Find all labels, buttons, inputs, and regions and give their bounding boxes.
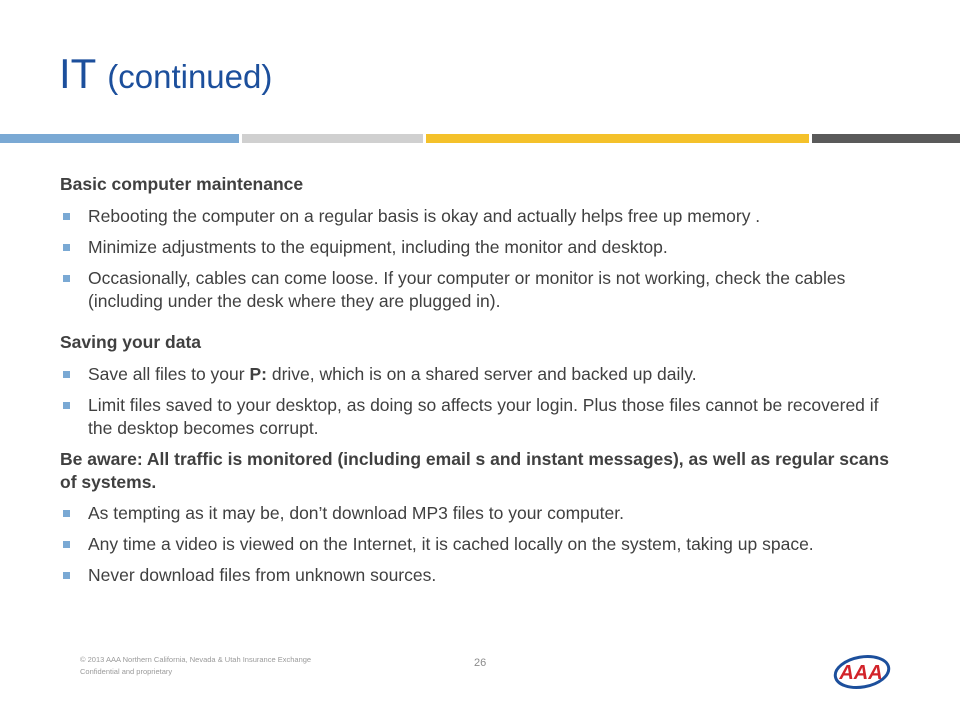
square-bullet-icon (63, 371, 70, 378)
maintenance-list (60, 205, 900, 313)
footer-copyright (80, 654, 311, 678)
aaa-logo-icon (832, 650, 892, 692)
list-item (60, 267, 900, 313)
list-item-text (88, 364, 697, 384)
list-item (60, 363, 900, 386)
copyright-line: © 2013 AAA Northern California, Nevada & Utah Insurance Exchange (80, 655, 312, 664)
saving-list (60, 363, 900, 440)
list-item (60, 236, 900, 259)
text-segment: Save all files to your (88, 364, 250, 384)
accent-bar-blue (0, 134, 239, 143)
slide-title (59, 48, 272, 103)
page-number: 26 (474, 657, 487, 669)
list-item (60, 205, 900, 228)
confidential-line: Confidential and proprietary (80, 667, 173, 676)
square-bullet-icon (63, 275, 70, 282)
square-bullet-icon (63, 213, 70, 220)
list-item-text: As tempting as it may be, don’t download MP3 files to your computer. (88, 503, 624, 523)
list-item (60, 394, 900, 440)
text-segment: drive, which is on a shared server and backed up daily. (266, 364, 697, 384)
list-item-text: Never download files from unknown sources. (88, 565, 437, 585)
square-bullet-icon (63, 510, 70, 517)
slide-body (60, 173, 900, 595)
title-main: IT (59, 50, 96, 97)
accent-bar-gray (242, 134, 423, 143)
section-heading-saving: Saving your data (60, 332, 202, 352)
square-bullet-icon (63, 402, 70, 409)
list-item (60, 533, 900, 556)
section-heading-maintenance: Basic computer maintenance (60, 174, 304, 194)
list-item-text: Any time a video is viewed on the Internet, it is cached locally on the system, taking up space. (88, 534, 814, 554)
list-item (60, 502, 900, 525)
logo-text: AAA (839, 662, 883, 684)
square-bullet-icon (63, 572, 70, 579)
list-item-text: Minimize adjustments to the equipment, including the monitor and desktop. (88, 237, 668, 257)
square-bullet-icon (63, 244, 70, 251)
be-aware-list (60, 502, 900, 587)
list-item-text: Occasionally, cables can come loose. If your computer or monitor is not working, check the cables (including under the desk where they are plugged in). (88, 268, 846, 311)
drive-letter: P: (249, 364, 267, 384)
list-item (60, 564, 900, 587)
accent-bar-dark (812, 134, 960, 143)
section-heading-be-aware: Be aware: All traffic is monitored (including email s and instant messages), as well as regular scans of systems. (60, 449, 889, 492)
accent-bar-yellow (426, 134, 809, 143)
list-item-text: Limit files saved to your desktop, as doing so affects your login. Plus those files cannot be recovered if the desktop becomes corrupt. (88, 395, 879, 438)
square-bullet-icon (63, 541, 70, 548)
title-sub: (continued) (107, 58, 273, 95)
list-item-text: Rebooting the computer on a regular basis is okay and actually helps free up memory . (88, 206, 761, 226)
